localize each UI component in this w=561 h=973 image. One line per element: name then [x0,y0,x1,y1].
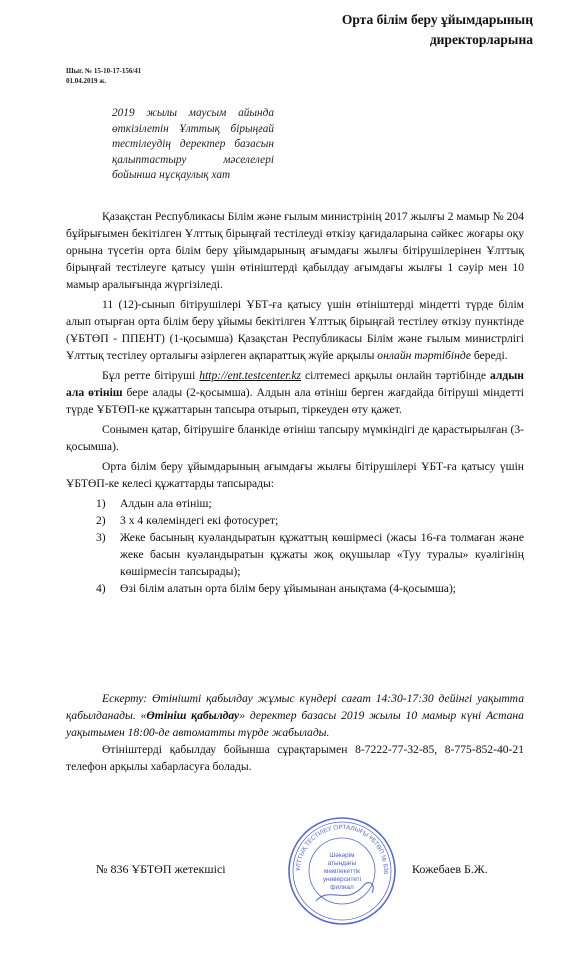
paragraph-3-start: Бұл ретте бітіруші [102,369,200,382]
note-bold: Өтініш қабылдау [146,709,240,722]
paragraph-5: Орта білім беру ұйымдарының ағымдағы жылғы бітірушілері ҰБТ-ға қатысу үшін ҰБТӨП-ке келесі құжаттарды тапсырады: [66,460,524,490]
reference-number: Шыг. № 15-10-17-156/41 [66,67,142,75]
stamp-line: университеті [322,876,362,883]
list-text: 3 х 4 көлеміндегі екі фотосурет; [120,514,279,527]
paragraph-3-end: бере алады (2-қосымша). Алдын ала өтініш берген жағдайда бітіруші міндетті түрде ҰБТӨП-ке құжаттарын тапсыра отырып, тіркеуден өту қажет. [66,386,524,416]
stamp-line: Шәкәрім [329,852,355,859]
paragraph-2-end: береді. [471,349,508,362]
note-part-2: » деректер базасы 2019 жылы 10 мамыр күні Астана уақытымен 18:00-де автоматты түрде жабылады. [66,709,524,739]
reference-date: 01.04.2019 ж. [66,77,107,85]
letter-subject: 2019 жылы маусым айында өткізілетін Ұлттық бірыңғай тестілеудің деректер базасын қалыптастыру мәселелері бойынша нұсқаулық хат [112,107,274,182]
paragraph-2-text: 11 (12)-сынып бітірушілері ҰБТ-ға қатысу үшін өтініштерді міндетті түрде білім алып отырған орта білім беру ұйымы бекітілген Ұлттық бірыңғай тестілеу өткізу пунктінде (ҰБТӨП - ППЕНТ) (1-қосымша) Қазақстан Республикасы Білім және ғылым министрлігі Ұлттық тестілеу орталығы әзірлеген ақпараттық жүйе арқылы [66,298,524,362]
stamp-line: мемлекеттік [324,868,360,875]
testcenter-link[interactable]: http://ent.testcenter.kz [199,369,302,382]
documents-list-clip [66,495,524,609]
note-section [66,690,524,775]
stamp-line: филиал [330,884,354,891]
list-text: Өзі білім алатын орта білім беру ұйымынан анықтама (4-қосымша); [120,582,457,595]
paragraph-3-bold: алдын ала өтініш [66,369,524,399]
list-text: Алдын ала өтініш; [120,497,212,510]
note-paragraph [66,690,524,741]
stamp-ring-text: ҰЛТТЫҚ ТЕСТІЛЕУ ОРТАЛЫҒЫ ҰБТӨП № 836 [294,823,390,875]
letter-body [66,208,524,609]
paragraph-2 [66,296,524,364]
signatory-title: № 836 ҰБТӨП жетекшісі [96,862,226,876]
addressee [273,10,533,50]
list-text: Жеке басының куәландыратын құжаттың көшірмесі (жасы 16-ға толмаған және жеке басын куәландыратын құжаты жоқ оқушылар «Туу туралы» куәлігінің көшірмесін тапсырады); [120,531,524,578]
stamp-line: атындағы [327,860,357,867]
signatory-name: Кожебаев Б.Ж. [412,862,488,876]
paragraph-4: Сонымен қатар, бітірушіге бланкіде өтініш тапсыру мүмкіндігі де қарастырылған (3-қосымша). [66,423,524,453]
list-item [66,495,524,512]
list-item [66,529,524,580]
note-part-1: Ескерту: Өтінішті қабылдау жұмыс күндері сағат 14:30-17:30 дейінгі уақытта қабылданады. « [66,692,524,722]
paragraph-3 [66,367,524,418]
list-item [66,580,524,597]
contact-paragraph: Өтініштерді қабылдау бойынша сұрақтарымен 8-7222-77-32-85, 8-775-852-40-21 телефон арқылы хабарласуға болады. [66,743,524,773]
outgoing-reference [66,66,141,86]
paragraph-1: Қазақстан Республикасы Білім және ғылым министрінің 2017 жылғы 2 мамыр № 204 бұйрығымен бекітілген Ұлттық бірыңғай тестілеуді өткізу қағидаларына сәйкес жоғары оқу орнына түсетін орта білім беру ұйымдарының ағымдағы жылғы бітірушілерінен Ұлттық бірыңғай тестілеуге қатысу үшін өтініштерді қабылдау ағымдағы жылғы 1 сәуір мен 10 мамыр аралығында жүргізіледі. [66,210,524,291]
paragraph-2-italic: онлайн тәртібінде [377,349,471,362]
list-number: 2) [96,514,106,527]
list-number: 1) [96,497,106,510]
list-number: 4) [96,582,106,595]
addressee-line-2: директорларына [429,32,533,47]
paragraph-3-mid: сілтемесі арқылы онлайн тәртібінде [301,369,490,382]
addressee-line-1: Орта білім беру ұйымдарының [341,12,533,27]
documents-list [66,495,524,597]
list-number: 3) [96,531,106,544]
official-stamp [286,815,398,927]
list-item [66,512,524,529]
